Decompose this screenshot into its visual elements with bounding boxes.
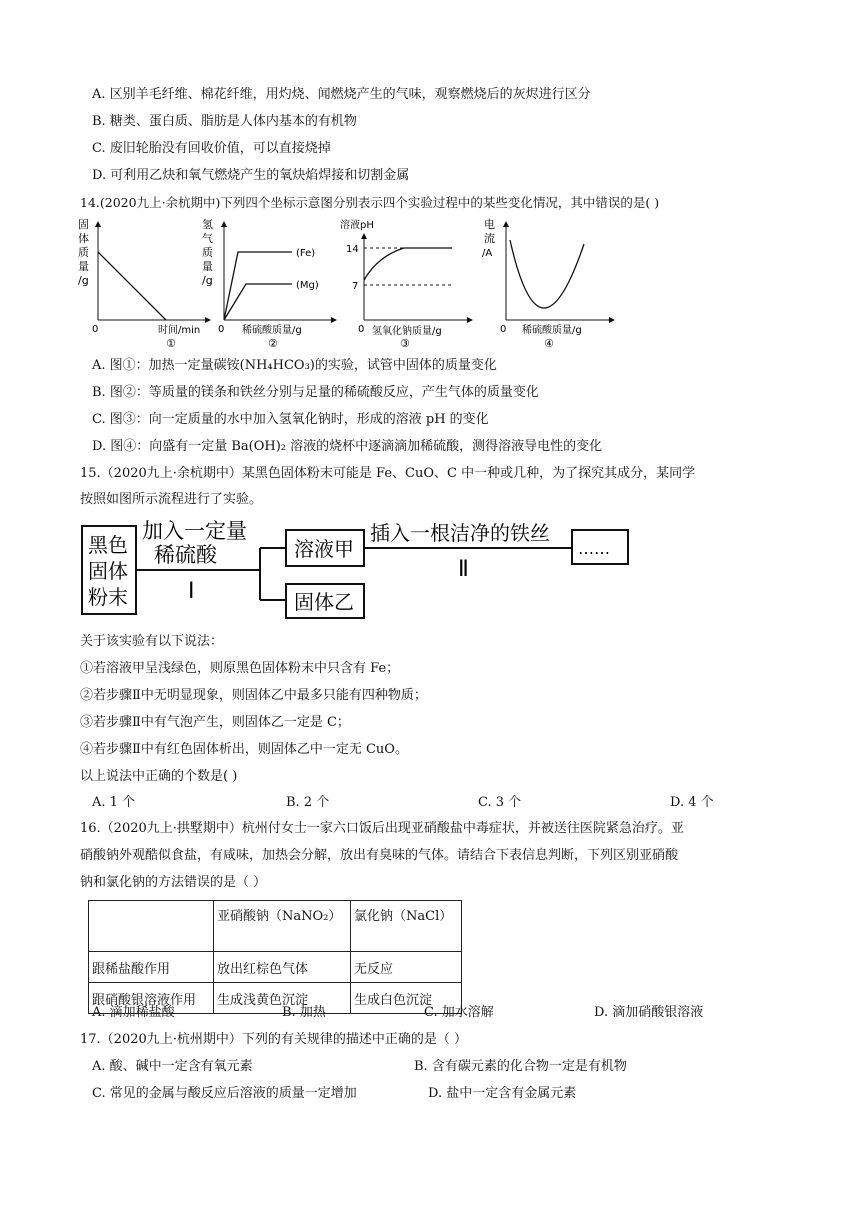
g1-ylabel-5: /g xyxy=(78,274,89,287)
g4-ylabel-2: 流 xyxy=(484,232,495,245)
q16-option-c: C. 加水溶解 xyxy=(424,1005,494,1020)
g1-xlabel: 时间/min xyxy=(158,325,201,336)
g2-fe-curve xyxy=(224,252,292,320)
q16-option-b: B. 加热 xyxy=(282,1005,326,1020)
g2-ylabel-1: 氢 xyxy=(202,218,213,231)
graph-3 xyxy=(340,218,472,350)
q17-option-a: A. 酸、碱中一定含有氧元素 xyxy=(92,1059,253,1074)
q17-option-c: C. 常见的金属与酸反应后溶液的质量一定增加 xyxy=(92,1086,357,1101)
q15-option-c: C. 3 个 xyxy=(478,795,522,810)
step1-label-line2: 稀硫酸 xyxy=(154,543,217,567)
table-cell: 跟硝酸银溶液作用 xyxy=(89,983,214,1014)
table-cell: 跟稀盐酸作用 xyxy=(89,952,214,983)
q13-option-d: D. 可利用乙炔和氧气燃烧产生的氧炔焰焊接和切割金属 xyxy=(92,168,410,183)
g3-number: ③ xyxy=(400,337,410,350)
q15-statement-2: ②若步骤Ⅱ中无明显现象，则固体乙中最多只能有四种物质； xyxy=(80,688,427,703)
g3-curve xyxy=(364,248,452,280)
q16-table xyxy=(88,900,462,1014)
graph-2 xyxy=(202,217,336,350)
box-solid-yi-label: 固体乙 xyxy=(294,590,354,614)
q15-flowchart xyxy=(80,514,640,624)
g1-ylabel-3: 质 xyxy=(78,246,89,259)
step1-number: Ⅰ xyxy=(188,579,195,604)
box-black-powder-line3: 粉末 xyxy=(88,585,128,609)
g1-ylabel-2: 体 xyxy=(78,232,89,245)
q15-intro: 关于该实验有以下说法： xyxy=(80,634,224,649)
g2-mg-label: (Mg) xyxy=(296,280,319,291)
q16-stem-line3: 钠和氯化钠的方法错误的是（ ） xyxy=(80,875,267,890)
q17-option-d: D. 盐中一定含有金属元素 xyxy=(428,1086,577,1101)
table-header-nano2: 亚硝酸钠（NaNO₂） xyxy=(214,901,351,952)
q14-stem: 14.(2020九上·余杭期中)下列四个坐标示意图分别表示四个实验过程中的某些变化情况，其中错误的是( ) xyxy=(80,195,660,210)
table-header-nacl: 氯化钠（NaCl） xyxy=(351,901,462,952)
g3-origin: 0 xyxy=(358,324,365,335)
g3-ylabel: 溶液pH xyxy=(340,220,374,231)
g4-ylabel-1: 电 xyxy=(484,218,495,231)
q13-option-a: A. 区别羊毛纤维、棉花纤维，用灼烧、闻燃烧产生的气味，观察燃烧后的灰烬进行区分 xyxy=(92,87,591,102)
g2-ylabel-3: 质 xyxy=(202,246,213,259)
table-header-row xyxy=(89,901,462,952)
box-black-powder-line1: 黑色 xyxy=(88,533,128,557)
q14-option-c: C. 图③：向一定质量的水中加入氢氧化钠时，形成的溶液 pH 的变化 xyxy=(92,412,489,427)
q15-option-d: D. 4 个 xyxy=(670,795,714,810)
g4-curve xyxy=(510,240,584,308)
table-cell: 生成浅黄色沉淀 xyxy=(214,983,351,1014)
g4-xlabel: 稀硫酸质量/g xyxy=(522,325,582,336)
g2-xlabel: 稀硫酸质量/g xyxy=(242,325,302,336)
table-cell: 无反应 xyxy=(351,952,462,983)
g4-number: ④ xyxy=(544,337,554,350)
step2-number: Ⅱ xyxy=(458,557,469,582)
g3-xlabel: 氢氧化钠质量/g xyxy=(372,326,442,337)
q13-option-b: B. 糖类、蛋白质、脂肪是人体内基本的有机物 xyxy=(92,114,357,129)
step2-label: 插入一根洁净的铁丝 xyxy=(370,521,550,545)
graph-4 xyxy=(482,217,614,350)
g1-ylabel-1: 固 xyxy=(78,218,89,231)
g2-number: ② xyxy=(268,337,278,350)
g2-origin: 0 xyxy=(218,324,225,335)
table-header-empty xyxy=(89,901,214,952)
q15-statement-1: ①若溶液甲呈浅绿色，则原黑色固体粉末中只含有 Fe； xyxy=(80,661,400,676)
g1-origin: 0 xyxy=(92,324,99,335)
step1-label-line1: 加入一定量 xyxy=(142,519,247,543)
table-cell: 放出红棕色气体 xyxy=(214,952,351,983)
g4-ylabel-3: /A xyxy=(482,248,493,259)
box-black-powder-line2: 固体 xyxy=(88,559,128,583)
g1-number: ① xyxy=(166,337,176,350)
q14-graphs xyxy=(74,216,634,356)
q15-statement-4: ④若步骤Ⅱ中有红色固体析出，则固体乙中一定无 CuO。 xyxy=(80,742,408,757)
q16-stem-line2: 硝酸钠外观酷似食盐，有咸味，加热会分解，放出有臭味的气体。请结合下表信息判断，下列区别亚硝酸 xyxy=(80,848,679,863)
g1-curve xyxy=(98,252,166,320)
g1-ylabel-4: 量 xyxy=(78,260,89,273)
q16-option-a: A. 滴加稀盐酸 xyxy=(92,1005,175,1020)
q14-graphs-svg xyxy=(74,216,634,352)
g2-mg-curve xyxy=(224,284,292,320)
g3-tick-14: 14 xyxy=(346,244,359,255)
q16-option-d: D. 滴加硝酸银溶液 xyxy=(594,1005,704,1020)
g2-ylabel-4: 量 xyxy=(202,260,213,273)
g2-fe-label: (Fe) xyxy=(296,248,316,259)
q15-option-b: B. 2 个 xyxy=(286,795,330,810)
table-row xyxy=(89,952,462,983)
q17-option-b: B. 含有碳元素的化合物一定是有机物 xyxy=(414,1059,627,1074)
q14-option-a: A. 图①：加热一定量碳铵(NH₄HCO₃)的实验，试管中固体的质量变化 xyxy=(92,358,497,373)
box-solution-jia-label: 溶液甲 xyxy=(294,537,354,561)
q15-question: 以上说法中正确的个数是( ) xyxy=(80,769,238,784)
q15-option-a: A. 1 个 xyxy=(92,795,136,810)
q15-flowchart-svg xyxy=(80,514,640,620)
q15-stem-line1: 15.（2020九上·余杭期中）某黑色固体粉末可能是 Fe、CuO、C 中一种或几种，为了探究其成分，某同学 xyxy=(80,466,696,481)
q17-stem: 17.（2020九上·杭州期中）下列的有关规律的描述中正确的是（ ） xyxy=(80,1032,468,1047)
g3-tick-7: 7 xyxy=(352,281,359,292)
q13-option-c: C. 废旧轮胎没有回收价值，可以直接烧掉 xyxy=(92,141,331,156)
table-cell: 生成白色沉淀 xyxy=(351,983,462,1014)
g2-ylabel-2: 气 xyxy=(202,232,213,245)
q14-option-b: B. 图②：等质量的镁条和铁丝分别与足量的稀硫酸反应，产生气体的质量变化 xyxy=(92,385,539,400)
g4-origin: 0 xyxy=(500,324,507,335)
box-ellipsis-label: …… xyxy=(578,539,610,558)
q15-stem-line2: 按照如图所示流程进行了实验。 xyxy=(80,492,263,507)
g2-ylabel-5: /g xyxy=(202,274,213,287)
q16-stem-line1: 16.（2020九上·拱墅期中）杭州付女士一家六口饭后出现亚硝酸盐中毒症状，并被送往医院紧急治疗。亚 xyxy=(80,821,684,836)
graph-1 xyxy=(78,218,210,350)
q15-statement-3: ③若步骤Ⅱ中有气泡产生，则固体乙一定是 C； xyxy=(80,715,350,730)
q14-option-d: D. 图④：向盛有一定量 Ba(OH)₂ 溶液的烧杯中逐滴滴加稀硫酸，测得溶液导电性的变化 xyxy=(92,439,603,454)
